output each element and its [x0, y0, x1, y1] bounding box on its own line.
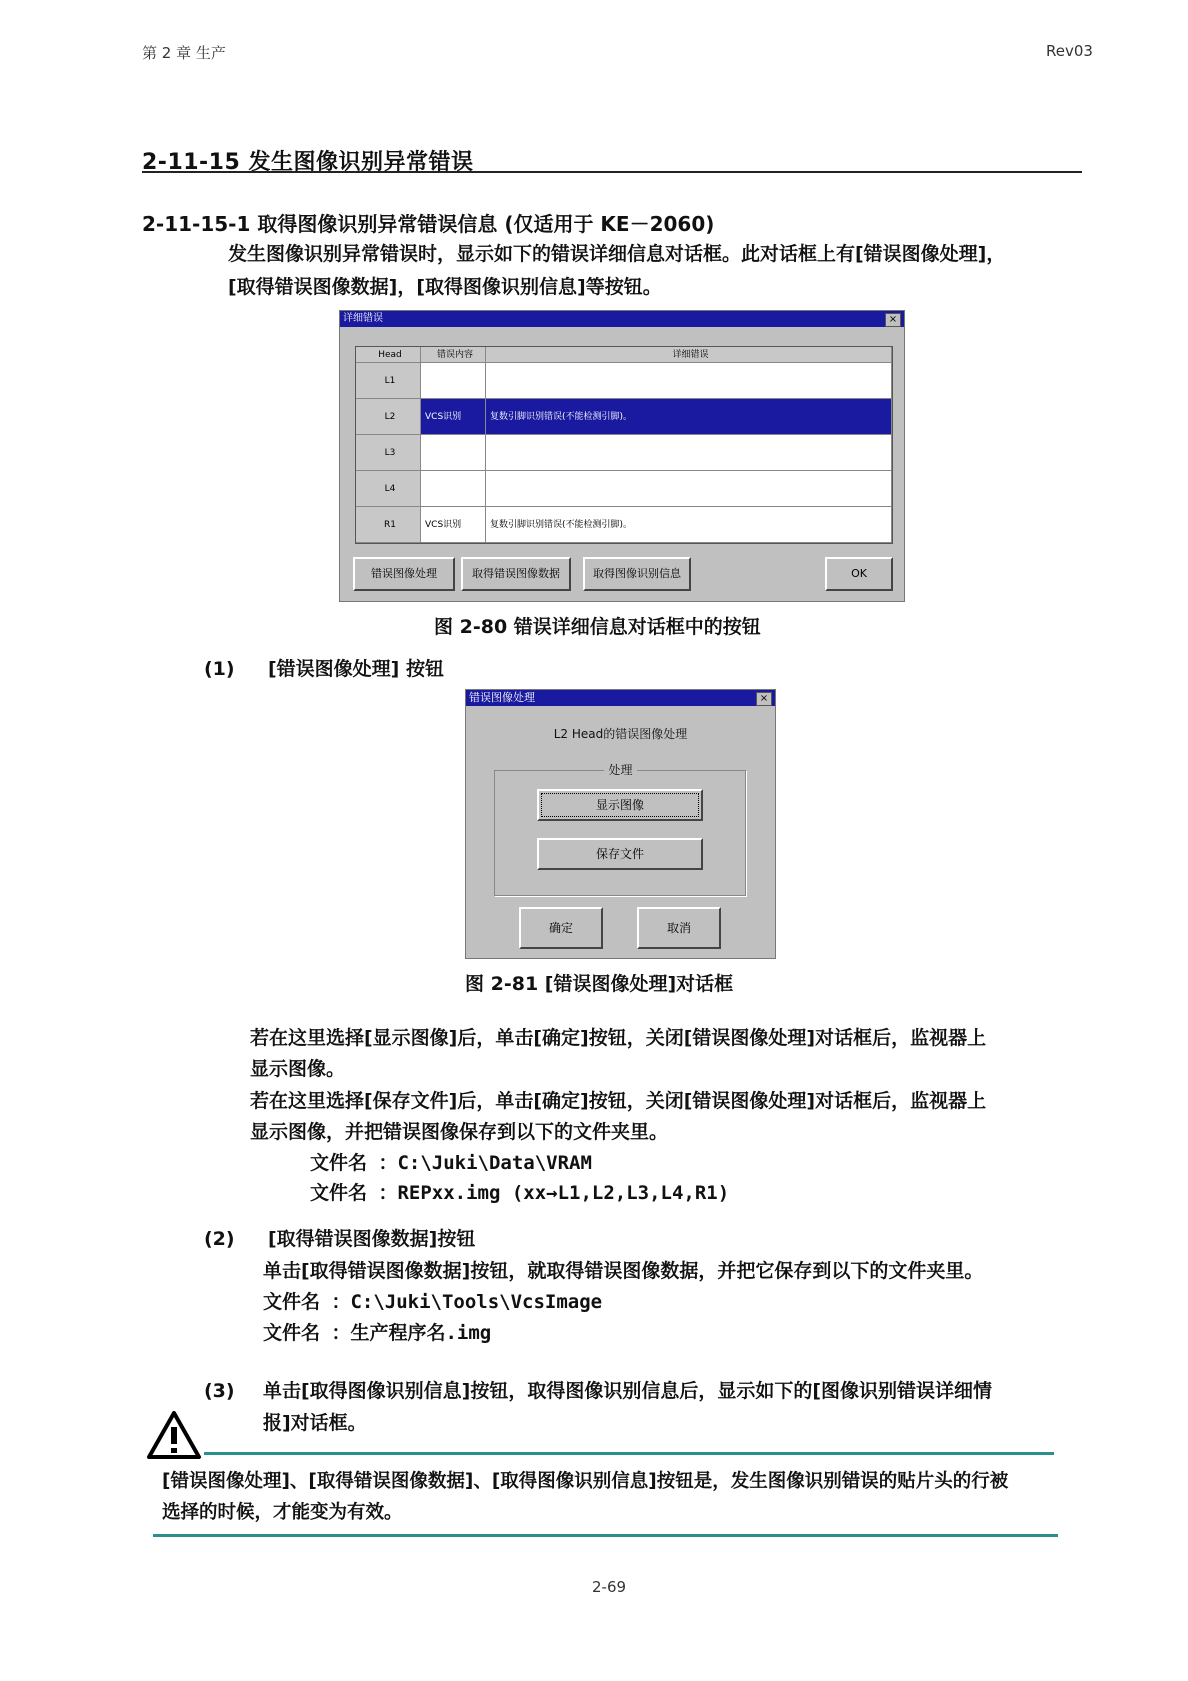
get-error-image-button[interactable]: 取得错误图像数据 [461, 557, 571, 591]
cancel-button[interactable]: 取消 [637, 907, 721, 949]
error-image-button[interactable]: 错误图像处理 [353, 557, 455, 591]
item-1-label: [错误图像处理] 按钮 [268, 658, 444, 680]
para-file-2: 文件名 ：REPxx.img (xx→L1,L2,L3,L4,R1) [310, 1182, 730, 1204]
section-title: 2-11-15 发生图像识别异常错误 [142, 150, 474, 175]
intro-line-2: [取得错误图像数据]，[取得图像识别信息]等按钮。 [228, 276, 662, 298]
dialog-heading: L2 Head的错误图像处理 [553, 727, 688, 741]
row-detail-l4[interactable] [486, 471, 892, 507]
item-3-line-1: 单击[取得图像识别信息]按钮，取得图像识别信息后，显示如下的[图像识别错误详细情 [263, 1380, 993, 1402]
error-detail-dialog [339, 310, 905, 602]
dialog-title: 错误图像处理 [466, 690, 775, 706]
item-2-file-1: 文件名 ：C:\Juki\Tools\VcsImage [263, 1291, 603, 1313]
process-group-label [466, 761, 775, 778]
para-line-3: 若在这里选择[保存文件]后，单击[确定]按钮，关闭[错误图像处理]对话框后，监视器上 [250, 1090, 987, 1112]
error-grid [355, 346, 893, 544]
para-line-4: 显示图像，并把错误图像保存到以下的文件夹里。 [250, 1121, 669, 1143]
item-2-file-2: 文件名 ：生产程序名.img [263, 1322, 492, 1344]
para-file-1: 文件名 ：C:\Juki\Data\VRAM [310, 1152, 592, 1174]
revision-label: Rev03 [1046, 42, 1093, 60]
show-image-button[interactable]: 显示图像 [537, 789, 703, 821]
row-type-l1[interactable] [421, 363, 486, 399]
row-head-r1[interactable]: R1 [356, 507, 421, 543]
row-head-l2[interactable]: L2 [356, 399, 421, 435]
row-type-l3[interactable] [421, 435, 486, 471]
row-detail-l2[interactable]: 复数引脚识别错误(不能检测引脚)。 [486, 399, 892, 435]
row-detail-l3[interactable] [486, 435, 892, 471]
warning-line-2: 选择的时候，才能变为有效。 [162, 1502, 403, 1523]
item-3-line-2: 报]对话框。 [263, 1412, 367, 1434]
dialog-title: 详细错误 [340, 311, 904, 327]
close-icon[interactable]: × [885, 313, 901, 327]
row-head-l4[interactable]: L4 [356, 471, 421, 507]
item-3-number: (3) [204, 1380, 235, 1402]
page-number: 2-69 [592, 1578, 627, 1596]
subsection-title: 2-11-15-1 取得图像识别异常错误信息 (仅适用于 KE－2060) [142, 212, 715, 236]
row-head-l3[interactable]: L3 [356, 435, 421, 471]
confirm-button[interactable]: 确定 [519, 907, 603, 949]
figure-caption-2: 图 2-81 [错误图像处理]对话框 [465, 973, 734, 995]
item-2-label: [取得错误图像数据]按钮 [268, 1228, 476, 1250]
get-recog-info-button[interactable]: 取得图像识别信息 [583, 557, 691, 591]
item-2-number: (2) [204, 1228, 235, 1250]
warning-line-1: [错误图像处理]、[取得错误图像数据]、[取得图像识别信息]按钮是，发生图像识别错误的贴片头的行被 [162, 1471, 1009, 1492]
figure-caption-1: 图 2-80 错误详细信息对话框中的按钮 [434, 616, 761, 638]
row-detail-r1[interactable]: 复数引脚识别错误(不能检测引脚)。 [486, 507, 892, 543]
process-group-label-text: 处理 [604, 763, 636, 777]
close-icon[interactable]: × [756, 692, 772, 706]
section-rule [142, 171, 1082, 173]
column-header-detail: 详细错误 [486, 347, 892, 363]
item-1-number: (1) [204, 658, 235, 680]
row-head-l1[interactable]: L1 [356, 363, 421, 399]
para-line-1: 若在这里选择[显示图像]后，单击[确定]按钮，关闭[错误图像处理]对话框后，监视器上 [250, 1027, 987, 1049]
intro-line-1: 发生图像识别异常错误时，显示如下的错误详细信息对话框。此对话框上有[错误图像处理]， [228, 243, 1006, 265]
row-type-l2[interactable]: VCS识别 [421, 399, 486, 435]
column-header-head: Head [356, 347, 421, 363]
warning-bottom-rule [153, 1534, 1058, 1537]
chapter-header: 第 2 章 生产 [142, 44, 226, 62]
para-line-2: 显示图像。 [250, 1058, 346, 1080]
column-header-type: 错误内容 [421, 347, 486, 363]
save-file-button[interactable]: 保存文件 [537, 838, 703, 870]
warning-top-rule [204, 1452, 1054, 1455]
row-type-l4[interactable] [421, 471, 486, 507]
row-detail-l1[interactable] [486, 363, 892, 399]
error-image-dialog [465, 689, 776, 959]
row-type-r1[interactable]: VCS识别 [421, 507, 486, 543]
warning-triangle-icon [146, 1410, 202, 1460]
item-2-desc: 单击[取得错误图像数据]按钮，就取得错误图像数据，并把它保存到以下的文件夹里。 [263, 1260, 984, 1282]
ok-button[interactable]: OK [825, 557, 893, 591]
